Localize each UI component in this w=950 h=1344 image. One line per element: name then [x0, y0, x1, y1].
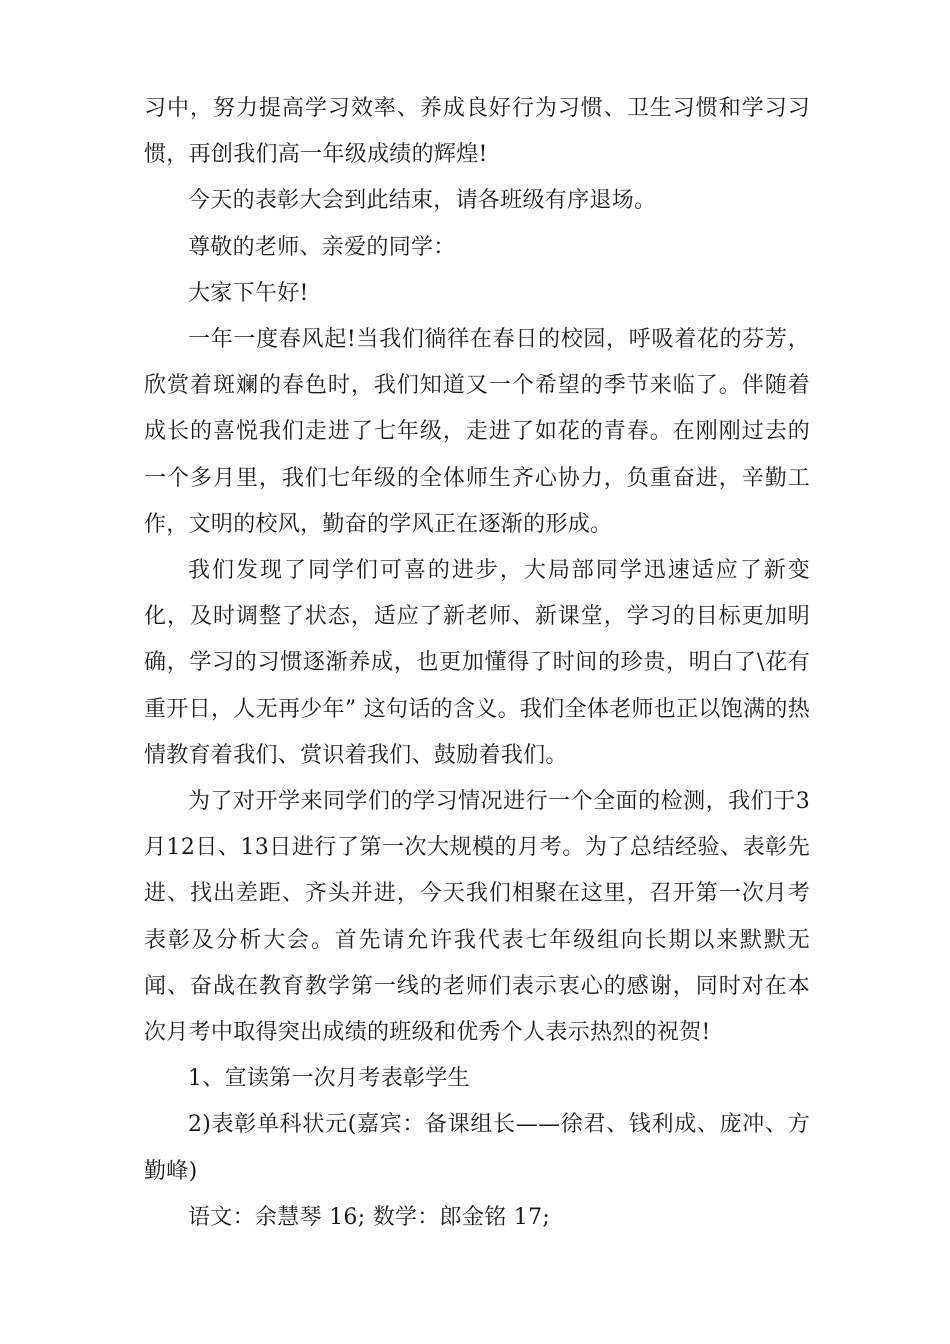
paragraph-subject-winners: 语文：余慧琴 16; 数学：郎金铭 17;	[188, 1204, 551, 1230]
paragraph-salutation: 尊敬的老师、亲爱的同学：	[188, 234, 456, 260]
paragraph-progress: 我们发现了同学们可喜的进步，大局部同学迅速适应了新变化，及时调整了状态，适应了新老师、新课堂，学习的目标更加明确，学习的习惯逐渐养成，也更加懂得了时间的珍贵，明白了\花有重开日，人无再少年” 这句话的含义。我们全体老师也正以饱满的热情教育着我们、赏识着我们、鼓励着我们。	[144, 558, 810, 768]
paragraph-spring-intro: 一年一度春风起!当我们徜徉在春日的校园，呼吸着花的芬芳，欣赏着斑斓的春色时，我们知道又一个希望的季节来临了。伴随着成长的喜悦我们走进了七年级，走进了如花的青春。在刚刚过去的一个多月里，我们七年级的全体师生齐心协力，负重奋进，辛勤工作，文明的校风，勤奋的学风正在逐渐的形成。	[144, 327, 810, 537]
paragraph-exam-purpose: 为了对开学来同学们的学习情况进行一个全面的检测，我们于3月12日、13日进行了第一次大规模的月考。为了总结经验、表彰先进、找出差距、齐头并进，今天我们相聚在这里，召开第一次月考表彰及分析大会。首先请允许我代表七年级组向长期以来默默无闻、奋战在教育教学第一线的老师们表示衷心的感谢，同时对在本次月考中取得突出成绩的班级和优秀个人表示热烈的祝贺!	[144, 789, 810, 1046]
paragraph-closing: 今天的表彰大会到此结束，请各班级有序退场。	[188, 188, 657, 214]
paragraph-continuation: 习中，努力提高学习效率、养成良好行为习惯、卫生习惯和学习习惯，再创我们高一年级成绩的辉煌!	[144, 96, 810, 168]
paragraph-greeting: 大家下午好!	[188, 280, 309, 306]
paragraph-agenda-item-2: 2)表彰单科状元(嘉宾：备课组长——徐君、钱利成、庞冲、方勤峰)	[144, 1112, 810, 1184]
paragraph-agenda-item-1: 1、宣读第一次月考表彰学生	[188, 1066, 470, 1092]
document-body	[144, 86, 810, 1241]
